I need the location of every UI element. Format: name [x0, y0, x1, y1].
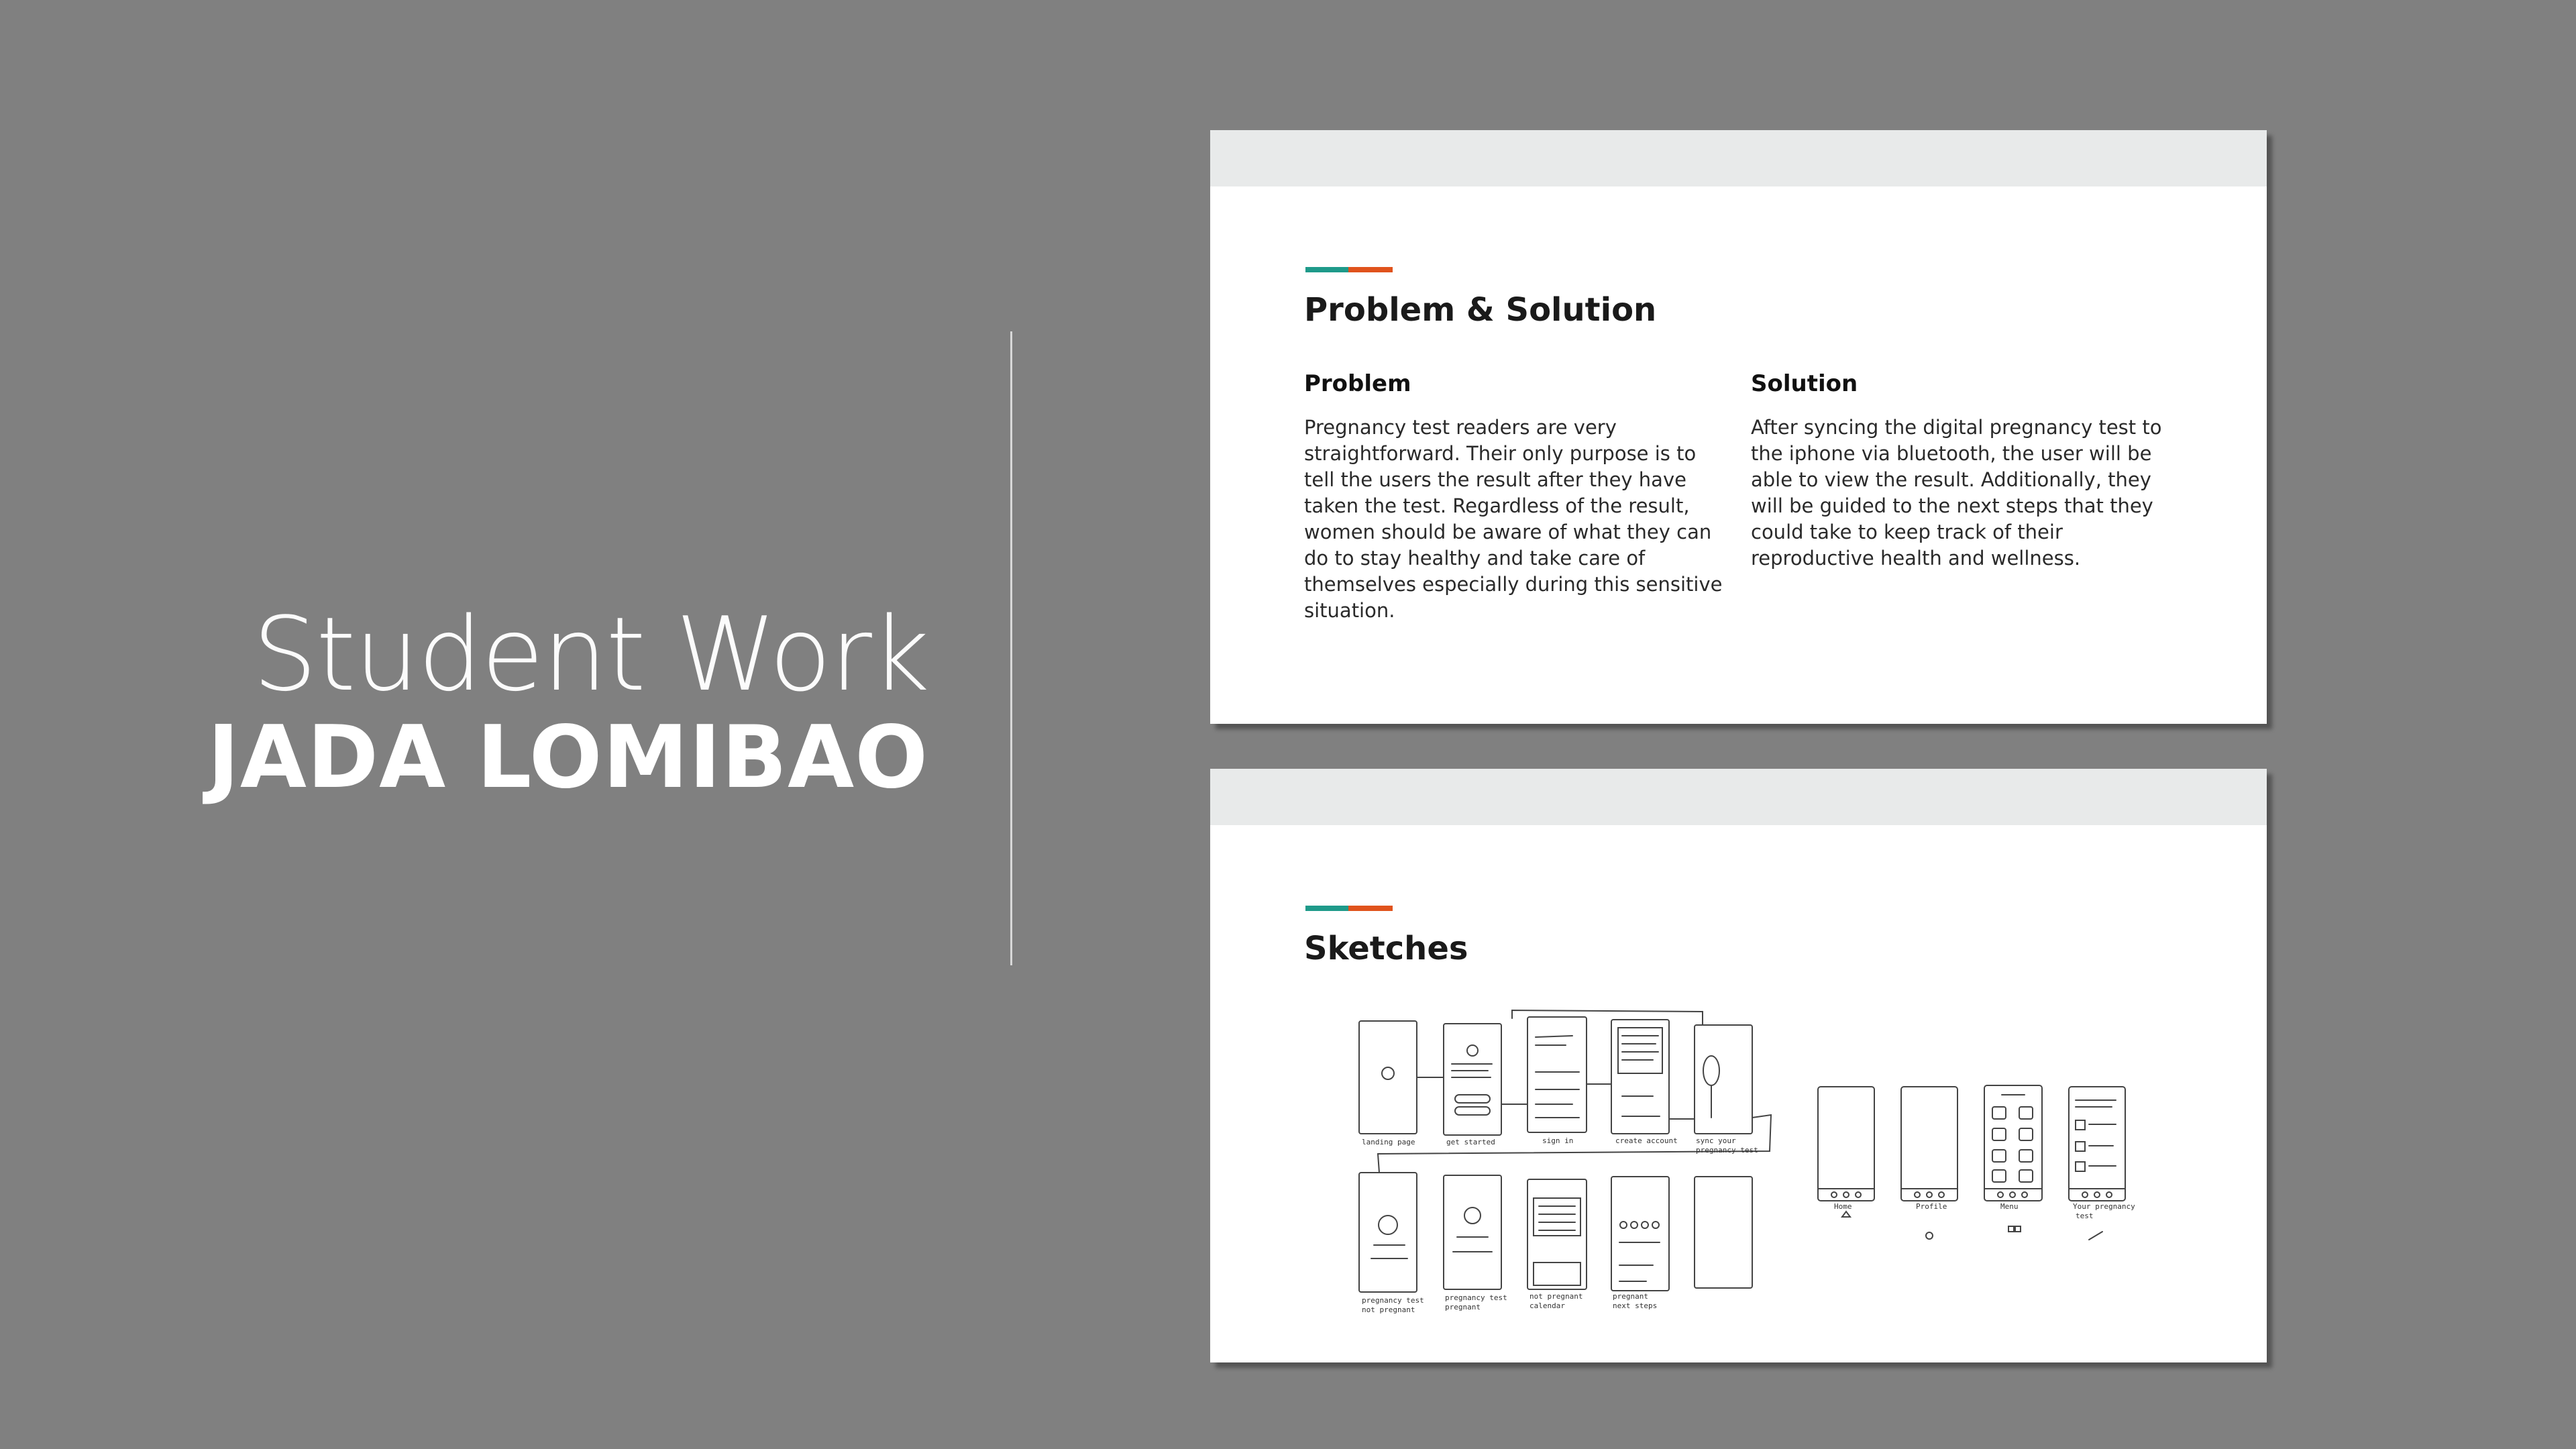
- slide-problem-solution[interactable]: [1210, 130, 2267, 724]
- solution-text: After syncing the digital pregnancy test to the iphone via bluetooth, the user will be able to view the result. Additionally, they will be guided to the next steps that they could take to keep track of their reproductive health and wellness.: [1751, 416, 2162, 570]
- accent-bar: [1305, 267, 1393, 272]
- slide-title: Problem & Solution: [1304, 291, 1657, 329]
- svg-text:Menu: Menu: [2000, 1202, 2019, 1211]
- svg-text:sync your: sync your: [1696, 1136, 1736, 1145]
- svg-text:not pregnant: not pregnant: [1362, 1305, 1415, 1314]
- hand-drawn-wireframe-sketches: [1210, 769, 2267, 1362]
- svg-text:Your pregnancy: Your pregnancy: [2073, 1202, 2135, 1211]
- svg-text:pregnancy test: pregnancy test: [1445, 1293, 1507, 1302]
- svg-text:Profile: Profile: [1916, 1202, 1947, 1211]
- problem-heading: Problem: [1304, 370, 1411, 397]
- svg-text:calendar: calendar: [1529, 1301, 1565, 1310]
- slide-title: Sketches: [1304, 930, 1468, 967]
- title-student-work: Student Work: [252, 595, 928, 714]
- svg-text:Home: Home: [1834, 1202, 1852, 1211]
- sketch-drawing: [1210, 769, 2267, 1362]
- svg-text:pregnant: pregnant: [1613, 1292, 1648, 1301]
- svg-text:pregnancy test: pregnancy test: [1362, 1296, 1424, 1305]
- slide-sketches[interactable]: [1210, 769, 2267, 1362]
- title-author-name: JADA LOMIBAO: [207, 708, 928, 808]
- svg-text:not pregnant: not pregnant: [1529, 1292, 1583, 1301]
- svg-text:next steps: next steps: [1613, 1301, 1658, 1310]
- title-block: [207, 595, 928, 808]
- svg-text:landing page: landing page: [1362, 1138, 1415, 1146]
- accent-teal: [1305, 267, 1348, 272]
- accent-orange: [1348, 267, 1393, 272]
- solution-heading: Solution: [1751, 370, 1858, 397]
- problem-text: Pregnancy test readers are very straightforward. Their only purpose is to tell the users the result after they have taken the test. Regardless of the result, women should be aware of what they can do to stay healthy and take care of themselves especially during this sensitive situation.: [1304, 416, 1723, 622]
- vertical-divider: [1010, 331, 1012, 965]
- svg-text:sign in: sign in: [1542, 1136, 1574, 1145]
- svg-text:test: test: [2076, 1212, 2094, 1220]
- svg-text:pregnancy test: pregnancy test: [1696, 1146, 1758, 1155]
- svg-text:get started: get started: [1446, 1138, 1495, 1146]
- svg-text:create account: create account: [1615, 1136, 1678, 1145]
- svg-text:pregnant: pregnant: [1445, 1303, 1481, 1311]
- slide-header-band: [1210, 130, 2267, 186]
